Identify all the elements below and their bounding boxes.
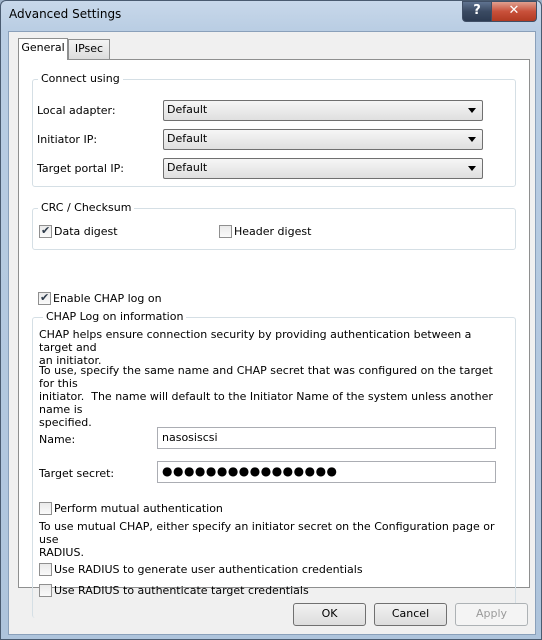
enable-chap-checkbox[interactable] <box>38 292 51 305</box>
radius-target-label[interactable]: Use RADIUS to authenticate target credentials <box>54 584 309 597</box>
data-digest-label[interactable]: Data digest <box>54 225 118 238</box>
local-adapter-label: Local adapter: <box>37 104 116 117</box>
ok-button[interactable]: OK <box>293 603 366 626</box>
local-adapter-select[interactable] <box>163 100 483 121</box>
name-field[interactable] <box>157 427 496 449</box>
radius-user-checkbox[interactable] <box>39 563 52 576</box>
target-secret-field[interactable] <box>157 461 496 483</box>
radius-user-label[interactable]: Use RADIUS to generate user authentication credentials <box>54 563 363 576</box>
checkmark-icon: ✔ <box>40 291 50 304</box>
chevron-down-icon <box>468 166 476 171</box>
local-adapter-value: Default <box>167 103 208 116</box>
target-portal-ip-label: Target portal IP: <box>37 162 124 175</box>
apply-button[interactable]: Apply <box>455 603 528 626</box>
data-digest-checkbox[interactable] <box>39 225 52 238</box>
crc-checksum-group <box>32 201 516 250</box>
chevron-down-icon <box>468 137 476 142</box>
target-secret-value: ●●●●●●●●●●●●●●●● <box>162 464 338 478</box>
name-value: nasosiscsi <box>162 431 218 444</box>
chap-logon-group <box>32 310 516 618</box>
checkmark-icon: ✔ <box>41 224 51 237</box>
general-tab-panel <box>18 59 530 597</box>
target-portal-ip-select[interactable] <box>163 158 483 179</box>
chap-description: CHAP helps ensure connection security by providing authentication between a target and an initiator. <box>39 328 472 367</box>
connect-using-legend: Connect using <box>38 72 123 85</box>
connect-using-group <box>32 72 516 187</box>
crc-checksum-legend: CRC / Checksum <box>38 201 134 214</box>
tab-ipsec[interactable]: IPsec <box>68 39 110 59</box>
mutual-auth-checkbox[interactable] <box>39 502 52 515</box>
initiator-ip-label: Initiator IP: <box>37 133 98 146</box>
cancel-button[interactable]: Cancel <box>374 603 447 626</box>
initiator-ip-value: Default <box>167 132 208 145</box>
chevron-down-icon <box>468 108 476 113</box>
header-digest-checkbox[interactable] <box>219 225 232 238</box>
target-portal-ip-value: Default <box>167 161 208 174</box>
radius-target-checkbox[interactable] <box>39 584 52 597</box>
chap-usage-description: To use, specify the same name and CHAP secret that was configured on the target for this initiator. The name will default to the Initiator Name of the system unless another name is specified. <box>39 364 493 429</box>
close-button[interactable]: ✕ <box>491 1 537 22</box>
name-label: Name: <box>39 433 76 446</box>
enable-chap-label[interactable]: Enable CHAP log on <box>53 292 162 305</box>
title-bar[interactable] <box>1 1 541 29</box>
tab-general[interactable]: General <box>18 38 68 60</box>
help-button[interactable]: ? <box>462 1 492 22</box>
chap-logon-legend: CHAP Log on information <box>43 310 186 323</box>
window-title: Advanced Settings <box>9 7 122 21</box>
mutual-chap-description: To use mutual CHAP, either specify an initiator secret on the Configuration page or use RADIUS. <box>39 520 495 559</box>
dialog-client-area <box>8 31 536 635</box>
target-secret-label: Target secret: <box>39 467 115 480</box>
mutual-auth-label[interactable]: Perform mutual authentication <box>54 502 223 515</box>
header-digest-label[interactable]: Header digest <box>234 225 312 238</box>
initiator-ip-select[interactable] <box>163 129 483 150</box>
